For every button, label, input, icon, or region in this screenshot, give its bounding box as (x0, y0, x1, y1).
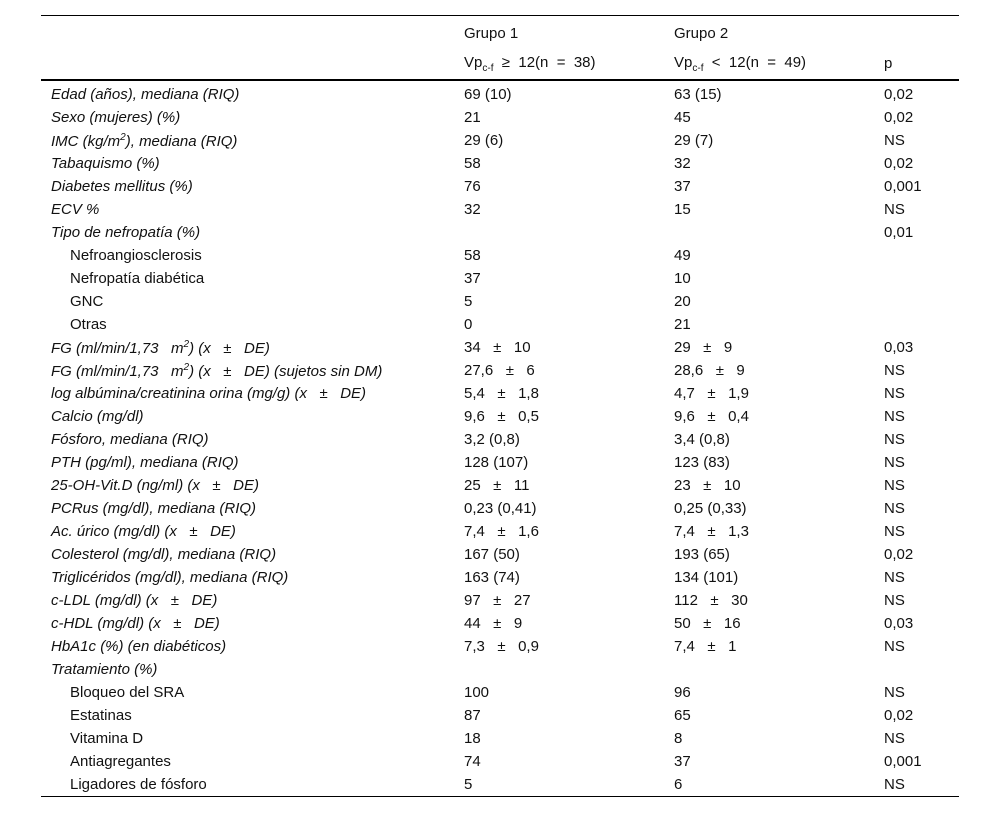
group2-value: 28,6 ± 9 (674, 362, 745, 379)
row-label: Nefropatía diabética (70, 270, 205, 287)
group1-value (454, 658, 664, 681)
header-group2-criteria (664, 48, 874, 80)
criteria-subscript: c-f (692, 62, 704, 74)
group1-value: 100 (464, 684, 490, 701)
p-value: NS (884, 684, 905, 701)
group2-value (664, 221, 874, 244)
p-value: NS (884, 730, 905, 747)
group2-value: 45 (674, 109, 691, 126)
row-label: Ligadores de fósforo (70, 776, 207, 793)
p-value: 0,02 (884, 155, 914, 172)
table-header (41, 16, 959, 81)
group1-value: 58 (464, 247, 481, 264)
label-superscript: 2 (183, 361, 190, 373)
table-row (41, 612, 959, 635)
p-value: NS (884, 477, 905, 494)
table-row (41, 635, 959, 658)
p-value: 0,02 (884, 109, 914, 126)
criteria-rest: < 12(n = 49) (703, 53, 807, 71)
group1-value: 69 (10) (464, 86, 512, 103)
group2-value: 63 (15) (674, 86, 722, 103)
table-row (41, 681, 959, 704)
p-value: 0,02 (884, 86, 914, 103)
p-value (874, 290, 959, 313)
p-value (874, 267, 959, 290)
group2-value: 4,7 ± 1,9 (674, 385, 749, 402)
row-label: Colesterol (mg/dl), mediana (RIQ) (51, 546, 277, 563)
group2-value: 96 (674, 684, 691, 701)
row-label: Otras (70, 316, 107, 333)
label-superscript: 2 (183, 338, 190, 350)
group1-value: 32 (464, 201, 481, 218)
header-row-criteria (41, 48, 959, 80)
header-empty-cell (41, 16, 454, 49)
group1-value: 34 ± 10 (464, 339, 531, 356)
group1-value: 5 (464, 776, 473, 793)
group1-value: 167 (50) (464, 546, 520, 563)
row-label: Sexo (mujeres) (%) (51, 109, 181, 126)
group1-value: 37 (464, 270, 481, 287)
group1-value: 27,6 ± 6 (464, 362, 535, 379)
table-row (41, 566, 959, 589)
group1-value (454, 221, 664, 244)
row-label: 25-OH-Vit.D (ng/ml) (x ± DE) (51, 477, 259, 494)
group2-value: 193 (65) (674, 546, 730, 563)
row-label: log albúmina/creatinina orina (mg/g) (x ± DE) (51, 385, 367, 402)
table-row (41, 129, 959, 152)
comparison-table (41, 15, 959, 797)
label-text: FG (ml/min/1,73 m (51, 339, 184, 357)
group1-value: 29 (6) (464, 132, 504, 149)
table-row (41, 750, 959, 773)
group2-value: 10 (674, 270, 691, 287)
group2-value: 37 (674, 178, 691, 195)
group2-value: 9,6 ± 0,4 (674, 408, 749, 425)
row-label: Edad (años), mediana (RIQ) (51, 86, 240, 103)
p-value: 0,02 (884, 707, 914, 724)
group1-value: 128 (107) (464, 454, 529, 471)
table-row (41, 267, 959, 290)
criteria-rest: ≥ 12(n = 38) (493, 53, 596, 71)
group2-value: 7,4 ± 1 (674, 638, 737, 655)
header-row-groups (41, 16, 959, 49)
group1-value: 7,4 ± 1,6 (464, 523, 539, 540)
p-value: NS (884, 408, 905, 425)
p-value: NS (884, 362, 905, 379)
group2-value: 32 (674, 155, 691, 172)
p-value: 0,03 (884, 615, 914, 632)
row-label: Nefroangiosclerosis (70, 247, 202, 264)
row-label: c-HDL (mg/dl) (x ± DE) (51, 615, 220, 632)
row-label: Tabaquismo (%) (51, 155, 160, 172)
p-value: NS (884, 385, 905, 402)
row-label: c-LDL (mg/dl) (x ± DE) (51, 592, 218, 609)
p-value: NS (884, 776, 905, 793)
table-row (41, 589, 959, 612)
table-row (41, 198, 959, 221)
row-label (41, 359, 454, 382)
p-value: NS (884, 523, 905, 540)
group2-value: 50 ± 16 (674, 615, 741, 632)
table-row (41, 106, 959, 129)
table-row (41, 727, 959, 750)
header-empty-cell-2 (41, 48, 454, 80)
row-label: Diabetes mellitus (%) (51, 178, 193, 195)
group1-value: 74 (464, 753, 481, 770)
p-value: NS (884, 201, 905, 218)
header-empty-p-cell (874, 16, 959, 49)
table-row (41, 336, 959, 359)
group2-value: 49 (674, 247, 691, 264)
p-value: NS (884, 569, 905, 586)
group2-value: 20 (674, 293, 691, 310)
row-label: HbA1c (%) (en diabéticos) (51, 638, 227, 655)
header-group2: Grupo 2 (664, 16, 874, 49)
table-row (41, 359, 959, 382)
p-value (874, 244, 959, 267)
table-row (41, 497, 959, 520)
row-label: Calcio (mg/dl) (51, 408, 144, 425)
table-row (41, 80, 959, 106)
p-value: NS (884, 132, 905, 149)
p-value: NS (884, 431, 905, 448)
group2-value: 3,4 (0,8) (674, 431, 730, 448)
criteria-subscript: c-f (482, 62, 494, 74)
group2-value: 0,25 (0,33) (674, 500, 747, 517)
label-text: ) (x ± DE) (sujetos sin DM) (189, 362, 383, 380)
criteria-prefix: Vp (674, 53, 693, 71)
group1-value: 25 ± 11 (464, 477, 530, 494)
p-value: 0,03 (884, 339, 914, 356)
group1-value: 97 ± 27 (464, 592, 531, 609)
table-row (41, 474, 959, 497)
table-row (41, 244, 959, 267)
table-row (41, 451, 959, 474)
header-p: p (874, 48, 959, 80)
label-text: ), mediana (RIQ) (125, 132, 238, 150)
p-value (874, 313, 959, 336)
row-label: Vitamina D (70, 730, 144, 747)
p-value: 0,001 (884, 753, 922, 770)
table-row (41, 658, 959, 681)
label-superscript: 2 (120, 131, 126, 143)
row-label: PTH (pg/ml), mediana (RIQ) (51, 454, 239, 471)
group1-value: 9,6 ± 0,5 (464, 408, 539, 425)
group1-value: 5 (464, 293, 473, 310)
table-body (41, 80, 959, 797)
row-label (41, 129, 454, 152)
row-label (41, 336, 454, 359)
group2-value: 6 (674, 776, 683, 793)
p-value: NS (884, 500, 905, 517)
criteria-prefix: Vp (464, 53, 483, 71)
group2-value: 134 (101) (674, 569, 739, 586)
group1-value: 18 (464, 730, 481, 747)
p-value: 0,01 (884, 224, 914, 241)
group2-value (664, 658, 874, 681)
p-value: 0,02 (884, 546, 914, 563)
row-label: Fósforo, mediana (RIQ) (51, 431, 209, 448)
label-text: IMC (kg/m (51, 132, 121, 150)
row-label: Bloqueo del SRA (70, 684, 185, 701)
table-row (41, 175, 959, 198)
group2-value: 112 ± 30 (674, 592, 748, 609)
group1-value: 3,2 (0,8) (464, 431, 520, 448)
row-label: Tipo de nefropatía (%) (51, 224, 201, 241)
table-row (41, 773, 959, 797)
group2-value: 15 (674, 201, 691, 218)
row-label: Tratamiento (%) (51, 661, 158, 678)
group2-value: 37 (674, 753, 691, 770)
group2-value: 7,4 ± 1,3 (674, 523, 749, 540)
group2-value: 21 (674, 316, 691, 333)
group1-value: 163 (74) (464, 569, 520, 586)
group2-value: 29 (7) (674, 132, 714, 149)
row-label: GNC (70, 293, 104, 310)
table-row (41, 313, 959, 336)
group2-value: 8 (674, 730, 683, 747)
group1-value: 44 ± 9 (464, 615, 523, 632)
table-row (41, 290, 959, 313)
table-row (41, 520, 959, 543)
group1-value: 7,3 ± 0,9 (464, 638, 539, 655)
table-row (41, 405, 959, 428)
group1-value: 5,4 ± 1,8 (464, 385, 539, 402)
data-table-container (41, 15, 959, 797)
label-text: FG (ml/min/1,73 m (51, 362, 184, 380)
p-value: NS (884, 638, 905, 655)
group1-value: 0 (464, 316, 473, 333)
header-group1: Grupo 1 (454, 16, 664, 49)
row-label: PCRus (mg/dl), mediana (RIQ) (51, 500, 257, 517)
group2-value: 29 ± 9 (674, 339, 733, 356)
group1-value: 76 (464, 178, 481, 195)
group2-value: 23 ± 10 (674, 477, 741, 494)
group1-value: 0,23 (0,41) (464, 500, 537, 517)
row-label: Triglicéridos (mg/dl), mediana (RIQ) (51, 569, 289, 586)
table-row (41, 428, 959, 451)
table-row (41, 543, 959, 566)
table-row (41, 152, 959, 175)
group2-value: 65 (674, 707, 691, 724)
header-group1-criteria (454, 48, 664, 80)
p-value: NS (884, 592, 905, 609)
row-label: ECV % (51, 201, 100, 218)
row-label: Estatinas (70, 707, 132, 724)
group1-value: 87 (464, 707, 481, 724)
group1-value: 58 (464, 155, 481, 172)
p-value: NS (884, 454, 905, 471)
row-label: Antiagregantes (70, 753, 171, 770)
table-row (41, 221, 959, 244)
table-row (41, 382, 959, 405)
label-text: ) (x ± DE) (189, 339, 270, 357)
p-value: 0,001 (884, 178, 922, 195)
table-row (41, 704, 959, 727)
group1-value: 21 (464, 109, 481, 126)
p-value (874, 658, 959, 681)
group2-value: 123 (83) (674, 454, 730, 471)
row-label: Ac. úrico (mg/dl) (x ± DE) (51, 523, 236, 540)
